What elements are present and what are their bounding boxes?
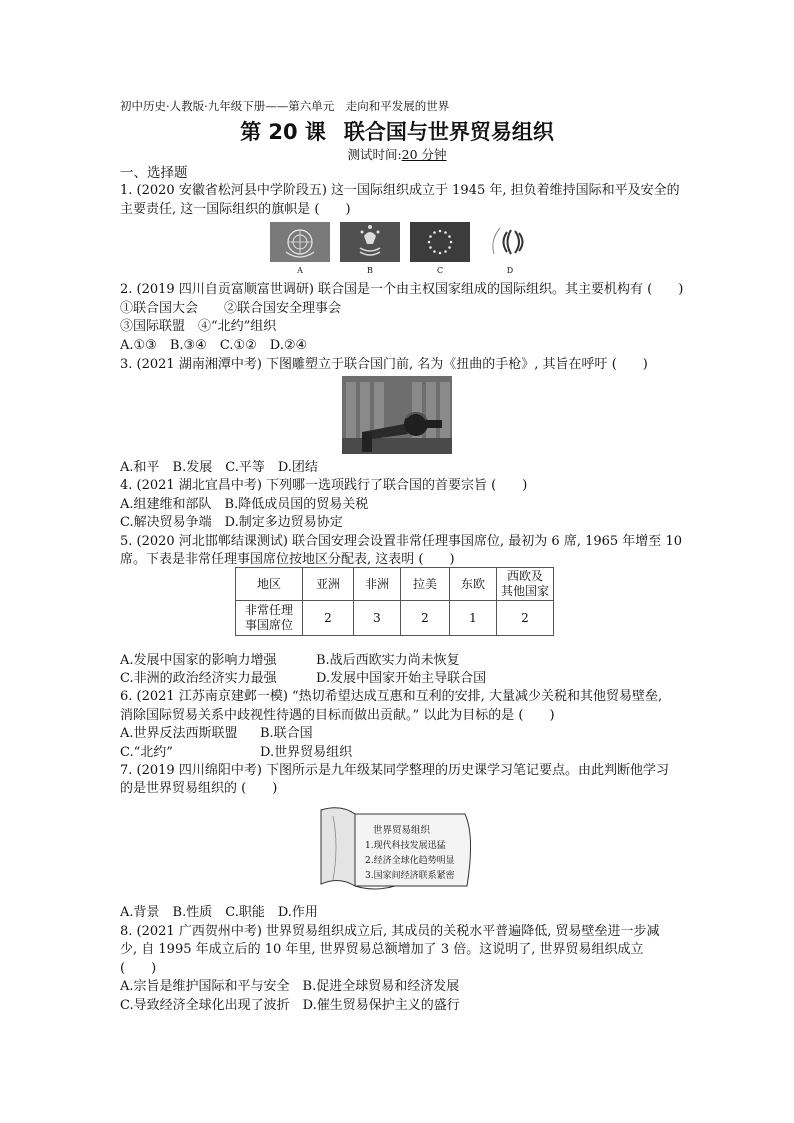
q2-item-line1: ①联合国大会 ②联合国安全理事会 — [120, 301, 342, 316]
q4-options-line2: C.解决贸易争端 D.制定多边贸易协定 — [120, 515, 343, 530]
q3-stem: 3. (2021 湖南湘潭中考) 下图雕塑立于联合国门前, 名为《扭曲的手枪》, 其旨在呼吁 ( ) — [120, 357, 648, 372]
eu-flag-icon — [410, 222, 470, 262]
table-header-cell: 东欧 — [450, 568, 497, 601]
table-row-label-line2: 事国席位 — [244, 618, 293, 632]
q5-stem-line1: 5. (2020 河北邯郸结课测试) 联合国安理会设置非常任理事国席位, 最初为 6 席, 1965 年增至 10 — [120, 534, 682, 549]
table-row-label-line1: 非常任理 — [244, 603, 293, 617]
q6-option-a: A.世界反法西斯联盟 — [120, 726, 238, 741]
q5-option-b: B.战后西欧实力尚未恢复 — [316, 653, 460, 668]
flag-label-b: B — [367, 266, 373, 275]
test-time-label: 测试时间: — [347, 147, 402, 162]
q5-option-a: A.发展中国家的影响力增强 — [120, 653, 277, 668]
q3-options: A.和平 B.发展 C.平等 D.团结 — [120, 460, 318, 475]
q1-stem-line1: 1. (2020 安徽省松河县中学阶段五) 这一国际组织成立于 1945 年, 担负着维持国际和平及安全的 — [120, 183, 680, 198]
q6-stem-line1: 6. (2021 江苏南京建邺一模) “热切希望达成互惠和互利的安排, 大量减少关税和其他贸易壁垒, — [120, 689, 663, 704]
q7-stem-line1: 7. (2019 四川绵阳中考) 下图所示是九年级某同学整理的历史课学习笔记要点。由此判断他学习 — [120, 763, 670, 778]
wto-logo-icon — [480, 222, 540, 262]
q4-stem: 4. (2021 湖北宜昌中考) 下列哪一选项践行了联合国的首要宗旨 ( ) — [120, 478, 528, 493]
lesson-title — [0, 116, 794, 146]
table-header-cell: 非洲 — [354, 568, 401, 601]
lesson-number: 第 20 课 — [240, 120, 326, 144]
q6-option-c: C.“北约” — [120, 745, 173, 760]
q4-options-line1: A.组建维和部队 B.降低成员国的贸易关税 — [120, 497, 369, 512]
note-item: 3.国家间经济联系紧密 — [365, 871, 455, 881]
seat-allocation-table — [235, 567, 554, 636]
running-header: 初中历史·人教版·九年级下册——第六单元 走向和平发展的世界 — [120, 99, 450, 113]
flag-options — [270, 222, 540, 275]
table-header-cell — [497, 568, 554, 601]
note-item: 1.现代科技发展迅猛 — [365, 841, 446, 851]
q2-item-line2: ③国际联盟 ④“北约”组织 — [120, 319, 277, 334]
study-note-scroll — [315, 806, 480, 891]
flag-label-a: A — [297, 266, 303, 275]
table-cell: 2 — [401, 601, 450, 636]
q8-stem-line2: 少, 自 1995 年成立后的 10 年里, 世界贸易总额增加了 3 倍。这说明了, 世界贸易组织成立 — [120, 942, 644, 957]
q5-stem-line2: 席。下表是非常任理事国席位按地区分配表, 这表明 ( ) — [120, 552, 455, 567]
note-item: 2.经济全球化趋势明显 — [365, 856, 455, 866]
q1-stem-line2: 主要责任, 这一国际组织的旗帜是 ( ) — [120, 202, 351, 217]
flag-label-c: C — [436, 266, 444, 275]
table-header-row — [236, 568, 554, 601]
table-row-label — [236, 601, 303, 636]
flag-label-d: D — [506, 266, 514, 275]
table-header-cell: 拉美 — [401, 568, 450, 601]
knotted-gun-sculpture-photo — [342, 376, 452, 454]
q8-options-line2: C.导致经济全球化出现了波折 D.催生贸易保护主义的盛行 — [120, 998, 460, 1013]
q7-options: A.背景 B.性质 C.职能 D.作用 — [120, 905, 318, 920]
q5-option-d: D.发展中国家开始主导联合国 — [316, 671, 487, 686]
q2-options: A.①③ B.③④ C.①② D.②④ — [120, 338, 308, 353]
q7-stem-line2: 的是世界贸易组织的 ( ) — [120, 781, 278, 796]
un-flag-icon — [270, 222, 330, 262]
table-header-cell-line1: 西欧及 — [506, 569, 543, 583]
q5-option-c: C.非洲的政治经济实力最强 — [120, 671, 277, 686]
q6-option-d: D.世界贸易组织 — [260, 745, 353, 760]
table-cell: 1 — [450, 601, 497, 636]
table-header-cell: 地区 — [236, 568, 303, 601]
q6-option-b: B.联合国 — [260, 726, 313, 741]
table-cell: 2 — [497, 601, 554, 636]
q8-stem-line1: 8. (2021 广西贺州中考) 世界贸易组织成立后, 其成员的关税水平普遍降低, 贸易壁垒进一步减 — [120, 924, 660, 939]
macao-flag-icon — [340, 222, 400, 262]
table-header-cell: 亚洲 — [303, 568, 354, 601]
table-cell: 3 — [354, 601, 401, 636]
test-time-value: 20 分钟 — [401, 147, 447, 162]
note-title: 世界贸易组织 — [373, 825, 431, 836]
q2-stem: 2. (2019 四川自贡富顺富世调研) 联合国是一个由主权国家组成的国际组织。其主要机构有 ( ) — [120, 282, 684, 297]
q8-stem-line3: ( ) — [120, 961, 157, 976]
lesson-name: 联合国与世界贸易组织 — [343, 120, 554, 144]
q6-stem-line2: 消除国际贸易关系中歧视性待遇的目标而做出贡献。” 以此为目标的是 ( ) — [120, 708, 555, 723]
section-heading: 一、选择题 — [120, 165, 188, 181]
q8-options-line1: A.宗旨是维护国际和平与安全 B.促进全球贸易和经济发展 — [120, 979, 460, 994]
table-header-cell-line2: 其他国家 — [500, 584, 549, 598]
table-cell: 2 — [303, 601, 354, 636]
table-row — [236, 601, 554, 636]
